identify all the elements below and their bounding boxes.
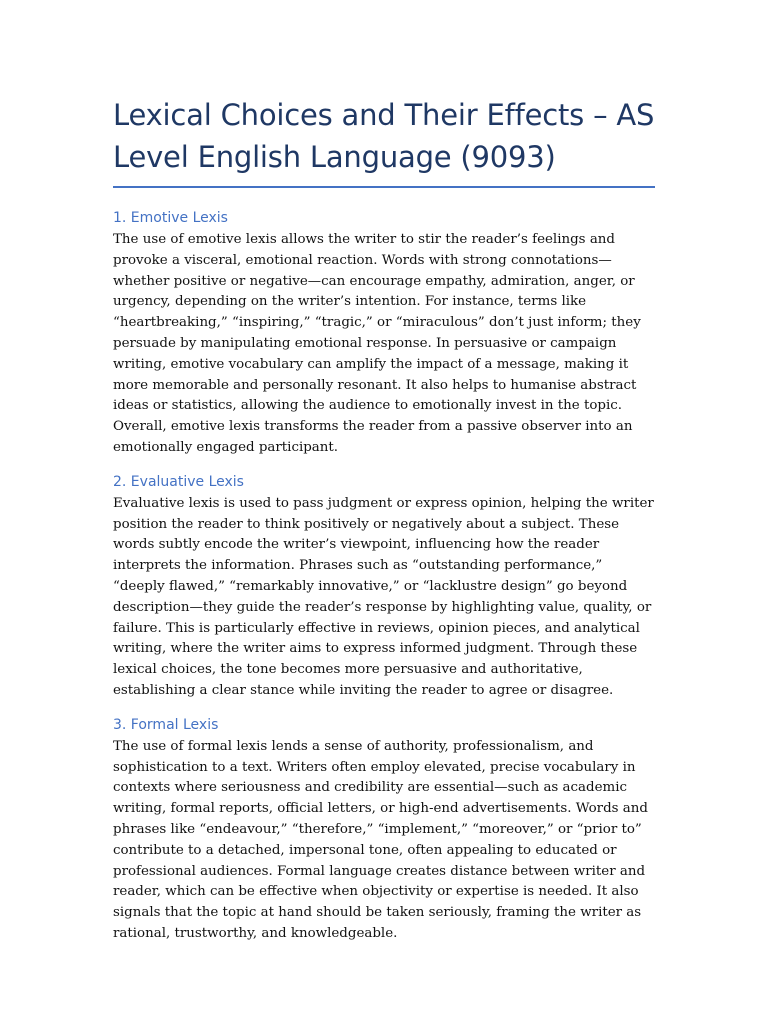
section-heading: 3. Formal Lexis — [113, 716, 219, 733]
section-paragraph: The use of formal lexis lends a sense of authority, professionalism, and sophistication to a text. Writers often employ elevated, precise vocabulary in contexts where seriousness and credibility are essential—such as academic writing, formal reports, official letters, or high-end advertisements. Words and phrases like “endeavour,” “therefore,” “implement,” “moreover,” or “prior to” contribute to a detached, impersonal tone, often appealing to educated or professional audiences. Formal language creates distance between writer and reader, which can be effective when objectivity or expertise is needed. It also signals that the topic at hand should be taken seriously, framing the writer as rational, trustworthy, and knowledgeable. — [113, 738, 648, 941]
section-heading: 1. Emotive Lexis — [113, 210, 228, 226]
section-formal-lexis — [113, 715, 655, 945]
section-paragraph: Evaluative lexis is used to pass judgment or express opinion, helping the writer position the reader to think positively or negatively about a subject. These words subtly encode the writer’s viewpoint, influencing how the reader interprets the information. Phrases such as “outstanding performance,” “deeply flawed,” “remarkably innovative,” or “lacklustre design” go beyond description—they guide the reader’s response by highlighting value, quality, or failure. This is particularly effective in reviews, opinion pieces, and analytical writing, where the writer aims to express informed judgment. Through these lexical choices, the tone becomes more persuasive and authoritative, establishing a clear stance while inviting the reader to agree or disagree. — [113, 495, 654, 698]
title-underline-divider — [113, 186, 655, 188]
section-emotive-lexis — [113, 208, 655, 459]
document-title: Lexical Choices and Their Effects – AS Level English Language (9093) — [113, 98, 655, 174]
section-evaluative-lexis — [113, 472, 655, 702]
section-heading: 2. Evaluative Lexis — [113, 473, 244, 490]
section-paragraph: The use of emotive lexis allows the writer to stir the reader’s feelings and provoke a visceral, emotional reaction. Words with strong connotations—whether positive or negative—can encourage empathy, admiration, anger, or urgency, depending on the writer’s intention. For instance, terms like “heartbreaking,” “inspiring,” “tragic,” or “miraculous” don’t just inform; they persuade by manipulating emotional response. In persuasive or campaign writing, emotive vocabulary can amplify the impact of a message, making it more memorable and personally resonant. It also helps to humanise abstract ideas or statistics, allowing the audience to emotionally invest in the topic. Overall, emotive lexis transforms the reader from a passive observer into an emotionally engaged participant. — [113, 232, 641, 455]
document-page — [113, 94, 655, 945]
